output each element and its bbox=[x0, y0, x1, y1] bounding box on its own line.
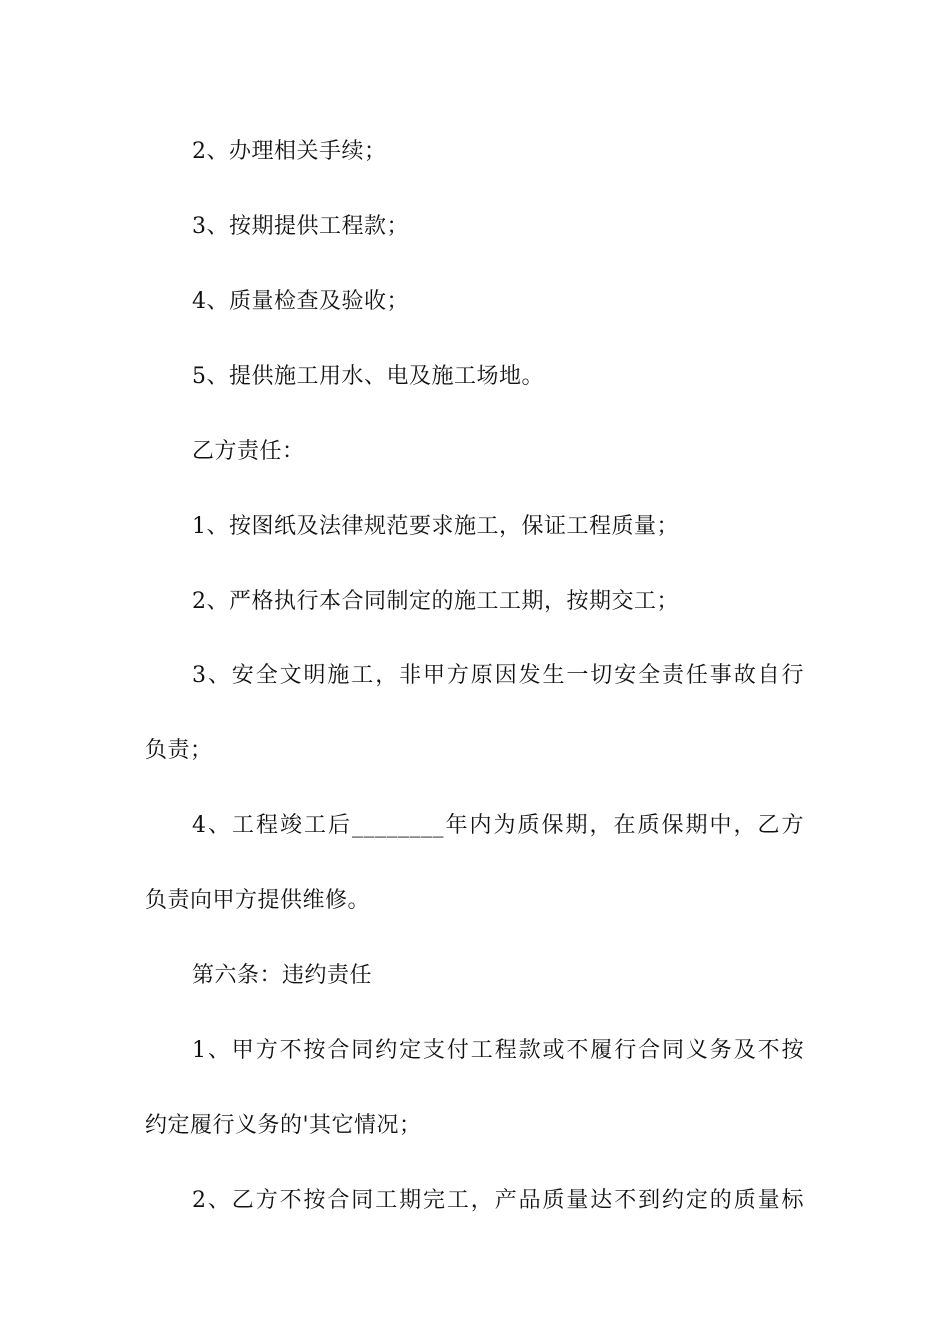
party-b-duty-3: 3、安全文明施工，非甲方原因发生一切安全责任事故自行 bbox=[192, 663, 804, 688]
party-a-duty-3: 3、按期提供工程款； bbox=[192, 214, 409, 239]
party-b-duty-3-cont: 负责； bbox=[145, 738, 213, 763]
party-a-duty-5: 5、提供施工用水、电及施工场地。 bbox=[192, 364, 544, 389]
party-a-duty-4: 4、质量检查及验收； bbox=[192, 289, 409, 314]
article-6-heading: 第六条：违约责任 bbox=[192, 963, 373, 988]
breach-item-2: 2、乙方不按合同工期完工，产品质量达不到约定的质量标 bbox=[192, 1188, 804, 1213]
breach-item-1-cont: 约定履行义务的'其它情况； bbox=[145, 1113, 422, 1138]
party-b-duty-4: 4、工程竣工后________年内为质保期，在质保期中，乙方 bbox=[192, 813, 804, 838]
breach-item-1: 1、甲方不按合同约定支付工程款或不履行合同义务及不按 bbox=[192, 1038, 804, 1063]
party-b-duty-2: 2、严格执行本合同制定的施工工期，按期交工； bbox=[192, 589, 679, 614]
party-a-duty-2: 2、办理相关手续； bbox=[192, 139, 387, 164]
party-b-duty-1: 1、按图纸及法律规范要求施工，保证工程质量； bbox=[192, 514, 679, 539]
party-b-heading: 乙方责任： bbox=[192, 439, 305, 464]
party-b-duty-4-cont: 负责向甲方提供维修。 bbox=[145, 888, 371, 913]
